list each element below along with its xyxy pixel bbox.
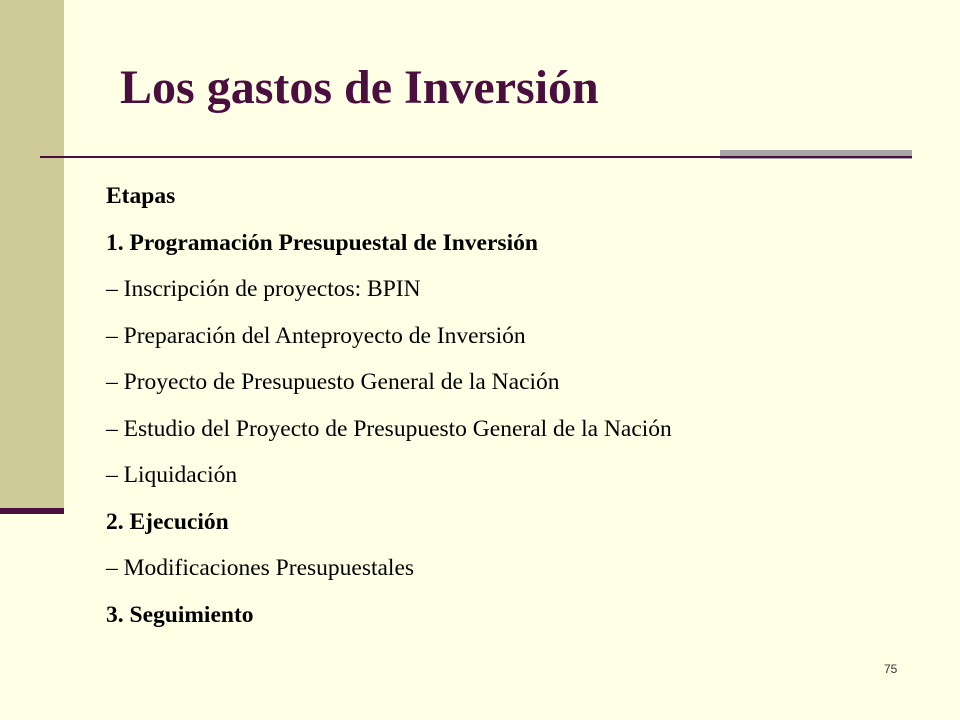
content-line-liquidacion: – Liquidación	[106, 462, 238, 488]
side-decoration-bar	[0, 0, 64, 512]
content-line-modificaciones: – Modificaciones Presupuestales	[106, 555, 415, 581]
content-line-estudio-proyecto: – Estudio del Proyecto de Presupuesto General de la Nación	[106, 415, 672, 442]
content-line-ejecucion: 2. Ejecución	[106, 508, 229, 535]
title-divider-accent	[720, 150, 912, 159]
content-line-programacion: 1. Programación Presupuestal de Inversión	[106, 229, 538, 256]
content-line-proyecto-presupuesto: – Proyecto de Presupuesto General de la Nación	[106, 369, 560, 395]
slide-title: Los gastos de Inversión	[120, 61, 599, 114]
side-accent-line	[0, 508, 64, 514]
content-line-etapas: Etapas	[106, 183, 176, 209]
page-number: 75	[884, 662, 898, 676]
content-line-seguimiento: 3. Seguimiento	[106, 601, 254, 628]
title-divider	[40, 156, 720, 158]
content-line-inscripcion: – Inscripción de proyectos: BPIN	[106, 276, 421, 302]
content-line-anteproyecto: – Preparación del Anteproyecto de Inversión	[106, 322, 526, 349]
slide-content	[106, 178, 926, 643]
